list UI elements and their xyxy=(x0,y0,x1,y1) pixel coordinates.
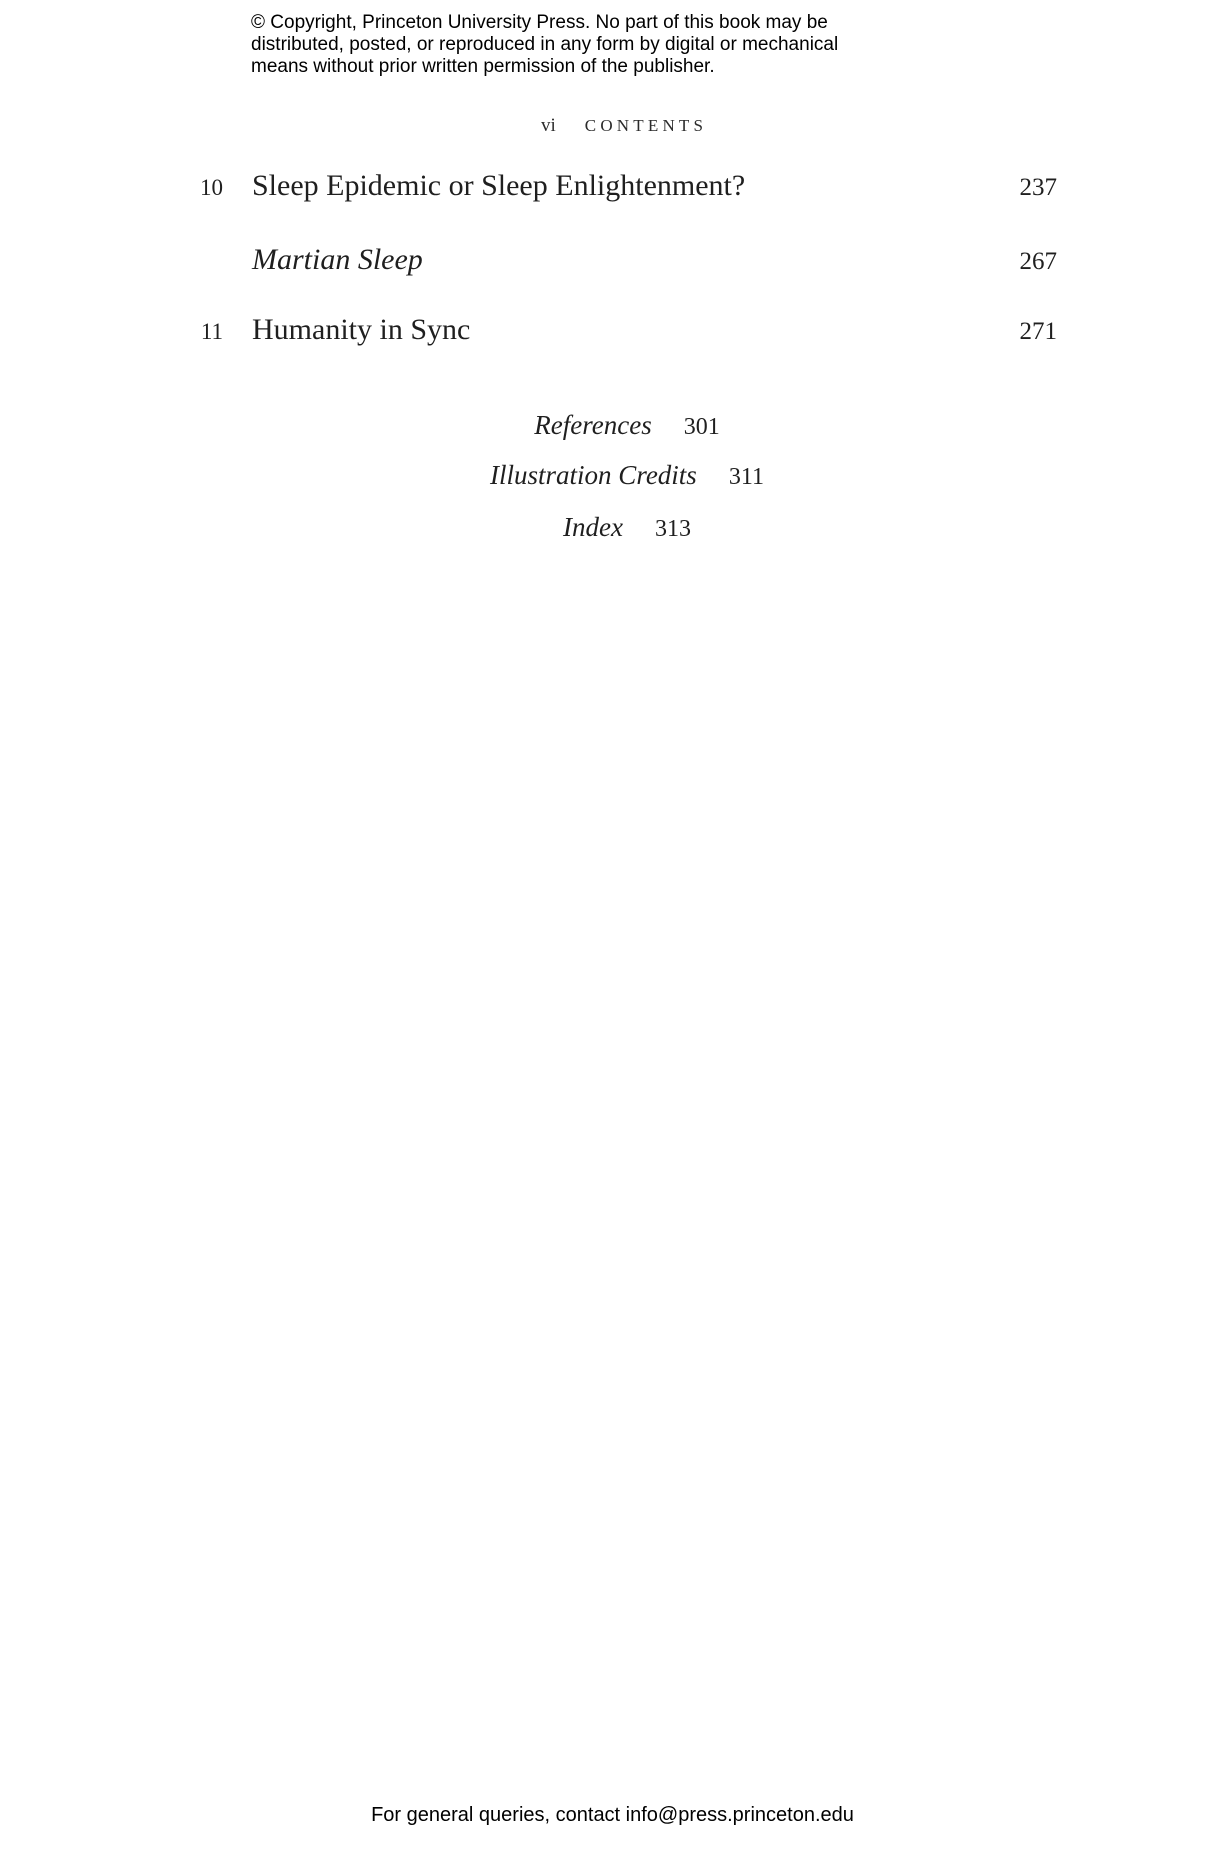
footer-contact: For general queries, contact info@press.princeton.edu xyxy=(371,1804,854,1826)
page-number: 301 xyxy=(683,414,720,440)
chapter-title: Martian Sleep xyxy=(252,243,423,276)
back-matter-entry xyxy=(0,461,1225,491)
toc-entry xyxy=(180,313,1057,346)
back-matter-entry xyxy=(0,513,1225,543)
chapter-number: 10 xyxy=(200,175,223,200)
copyright-line: means without prior written permission of the publisher. xyxy=(251,56,715,77)
page-folio: vi xyxy=(541,115,556,136)
copyright-line: © Copyright, Princeton University Press. No part of this book may be xyxy=(251,12,828,33)
page-number: 267 xyxy=(1019,248,1057,275)
page-number: 237 xyxy=(1019,174,1057,201)
chapter-title: Humanity in Sync xyxy=(252,313,471,346)
back-matter-title: Index xyxy=(563,512,623,542)
chapter-number: 11 xyxy=(200,319,223,344)
copyright-line: distributed, posted, or reproduced in any form by digital or mechanical xyxy=(251,34,839,55)
running-head xyxy=(541,115,707,137)
page-number: 313 xyxy=(654,516,691,542)
chapter-title: Sleep Epidemic or Sleep Enlightenment? xyxy=(252,169,746,202)
back-matter-title: Illustration Credits xyxy=(490,460,697,490)
page-number: 311 xyxy=(728,464,764,490)
contents-heading: CONTENTS xyxy=(584,116,708,135)
toc-entry xyxy=(180,243,1057,276)
toc-entry xyxy=(180,169,1057,202)
back-matter-entry xyxy=(0,411,1225,441)
page-number: 271 xyxy=(1019,318,1057,345)
back-matter-title: References xyxy=(534,410,652,440)
copyright-notice xyxy=(251,12,838,78)
